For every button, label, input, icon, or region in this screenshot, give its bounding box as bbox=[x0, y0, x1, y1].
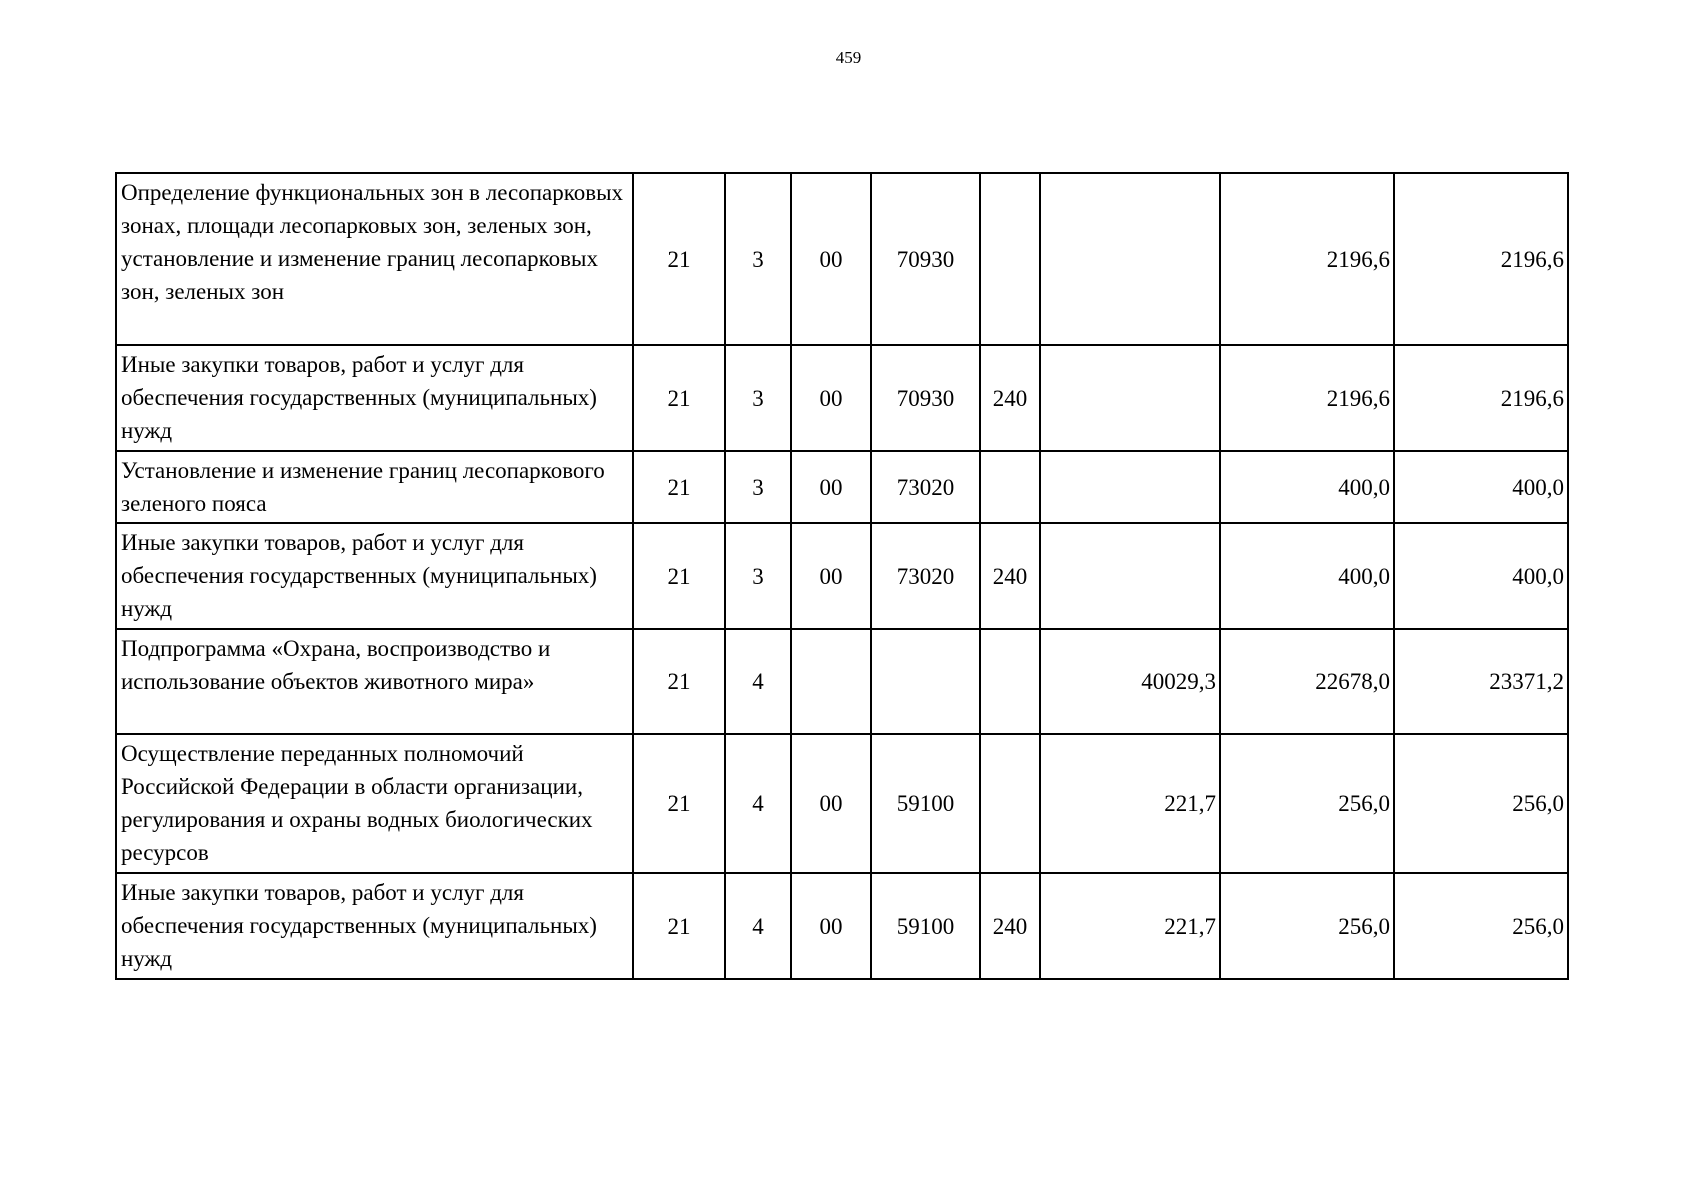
table-row bbox=[116, 734, 1568, 873]
table-row bbox=[116, 629, 1568, 734]
code-direction: 00 bbox=[791, 873, 871, 979]
code-target: 59100 bbox=[871, 873, 980, 979]
amount-year-1 bbox=[1040, 523, 1220, 629]
code-program: 21 bbox=[633, 173, 725, 345]
amount-year-2: 22678,0 bbox=[1220, 629, 1394, 734]
code-expense-type bbox=[980, 734, 1040, 873]
code-program: 21 bbox=[633, 873, 725, 979]
code-direction bbox=[791, 629, 871, 734]
code-target: 73020 bbox=[871, 451, 980, 523]
table-row bbox=[116, 173, 1568, 345]
amount-year-2: 400,0 bbox=[1220, 451, 1394, 523]
budget-table bbox=[115, 172, 1569, 980]
code-direction: 00 bbox=[791, 173, 871, 345]
amount-year-3: 256,0 bbox=[1394, 734, 1568, 873]
row-name: Осуществление переданных полномочий Российской Федерации в области организации, регулирования и охраны водных биологических ресурсов bbox=[116, 734, 633, 873]
table-row bbox=[116, 345, 1568, 451]
code-expense-type bbox=[980, 629, 1040, 734]
code-program: 21 bbox=[633, 734, 725, 873]
amount-year-1: 221,7 bbox=[1040, 873, 1220, 979]
row-name: Установление и изменение границ лесопаркового зеленого пояса bbox=[116, 451, 633, 523]
amount-year-1: 40029,3 bbox=[1040, 629, 1220, 734]
row-name: Подпрограмма «Охрана, воспроизводство и использование объектов животного мира» bbox=[116, 629, 633, 734]
code-program: 21 bbox=[633, 629, 725, 734]
amount-year-3: 400,0 bbox=[1394, 523, 1568, 629]
code-expense-type bbox=[980, 451, 1040, 523]
amount-year-1 bbox=[1040, 345, 1220, 451]
code-subprogram: 4 bbox=[725, 734, 791, 873]
row-name: Иные закупки товаров, работ и услуг для обеспечения государственных (муниципальных) нужд bbox=[116, 345, 633, 451]
code-subprogram: 4 bbox=[725, 629, 791, 734]
row-name: Определение функциональных зон в лесопарковых зонах, площади лесопарковых зон, зеленых зон, установление и изменение границ лесопарковых зон, зеленых зон bbox=[116, 173, 633, 345]
code-subprogram: 3 bbox=[725, 173, 791, 345]
amount-year-2: 256,0 bbox=[1220, 873, 1394, 979]
code-subprogram: 3 bbox=[725, 523, 791, 629]
code-subprogram: 4 bbox=[725, 873, 791, 979]
code-subprogram: 3 bbox=[725, 345, 791, 451]
table-row bbox=[116, 451, 1568, 523]
amount-year-3: 2196,6 bbox=[1394, 173, 1568, 345]
code-target bbox=[871, 629, 980, 734]
amount-year-1 bbox=[1040, 451, 1220, 523]
amount-year-3: 2196,6 bbox=[1394, 345, 1568, 451]
code-target: 70930 bbox=[871, 173, 980, 345]
code-program: 21 bbox=[633, 523, 725, 629]
page-number: 459 bbox=[835, 48, 862, 67]
code-direction: 00 bbox=[791, 451, 871, 523]
amount-year-3: 400,0 bbox=[1394, 451, 1568, 523]
amount-year-1 bbox=[1040, 173, 1220, 345]
table-row bbox=[116, 873, 1568, 979]
code-direction: 00 bbox=[791, 734, 871, 873]
code-direction: 00 bbox=[791, 345, 871, 451]
amount-year-2: 256,0 bbox=[1220, 734, 1394, 873]
table-row bbox=[116, 523, 1568, 629]
code-target: 70930 bbox=[871, 345, 980, 451]
amount-year-1: 221,7 bbox=[1040, 734, 1220, 873]
code-program: 21 bbox=[633, 451, 725, 523]
code-expense-type bbox=[980, 173, 1040, 345]
row-name: Иные закупки товаров, работ и услуг для обеспечения государственных (муниципальных) нужд bbox=[116, 873, 633, 979]
code-target: 73020 bbox=[871, 523, 980, 629]
code-target: 59100 bbox=[871, 734, 980, 873]
code-direction: 00 bbox=[791, 523, 871, 629]
code-subprogram: 3 bbox=[725, 451, 791, 523]
amount-year-2: 2196,6 bbox=[1220, 173, 1394, 345]
code-program: 21 bbox=[633, 345, 725, 451]
row-name: Иные закупки товаров, работ и услуг для обеспечения государственных (муниципальных) нужд bbox=[116, 523, 633, 629]
code-expense-type: 240 bbox=[980, 345, 1040, 451]
amount-year-2: 400,0 bbox=[1220, 523, 1394, 629]
code-expense-type: 240 bbox=[980, 523, 1040, 629]
amount-year-2: 2196,6 bbox=[1220, 345, 1394, 451]
code-expense-type: 240 bbox=[980, 873, 1040, 979]
amount-year-3: 256,0 bbox=[1394, 873, 1568, 979]
amount-year-3: 23371,2 bbox=[1394, 629, 1568, 734]
